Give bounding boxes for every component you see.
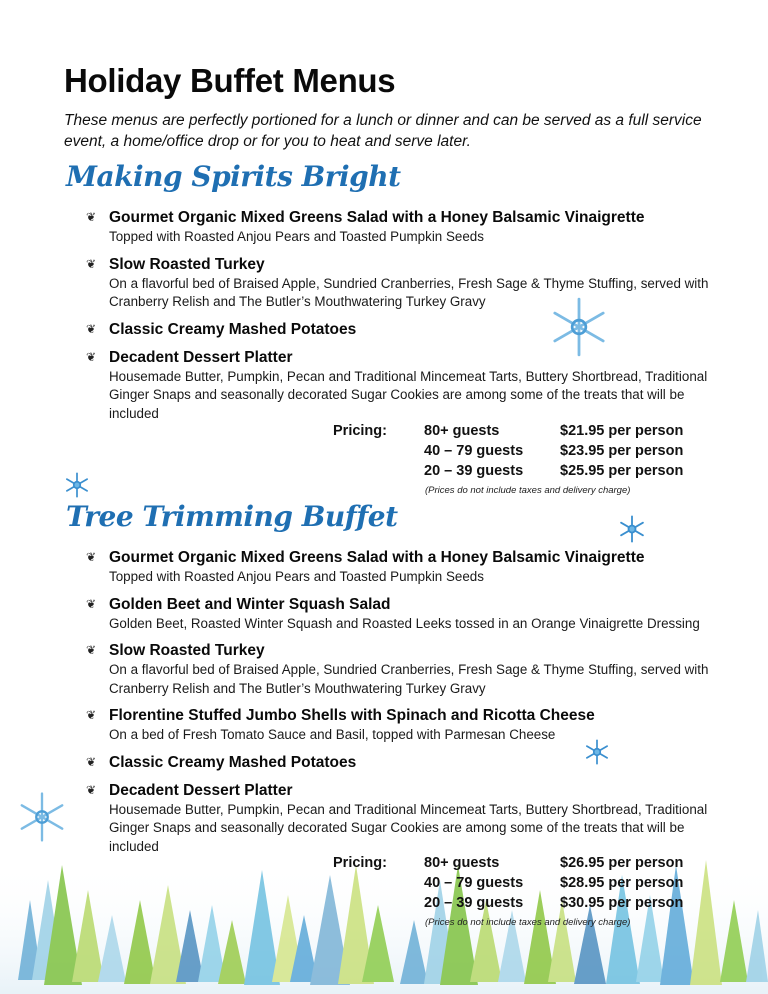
menu-item-name: Golden Beet and Winter Squash Salad [109,595,391,613]
pricing-label: Pricing: [333,855,387,871]
pricing-guests: 80+ guests [424,423,500,439]
menu-item [86,255,736,312]
menu-item [86,548,736,587]
menu-item-name: Decadent Dessert Platter [109,348,293,366]
menu-item [86,706,736,745]
pricing-note: (Prices do not include taxes and delivery charge) [425,917,631,928]
menu-item [86,348,736,424]
pricing-note: (Prices do not include taxes and delivery charge) [425,485,631,496]
menu-item [86,781,736,857]
menu-item-name: Gourmet Organic Mixed Greens Salad with a Honey Balsamic Vinaigrette [109,549,645,566]
menu-item [86,753,736,773]
pricing-price: $23.95 per person [560,443,684,459]
pricing-price: $21.95 per person [560,423,684,439]
pricing-row [333,443,713,463]
menu-item-name: Classic Creamy Mashed Potatoes [109,753,357,771]
menu-item [86,595,736,634]
pricing-guests: 40 – 79 guests [424,443,524,459]
menu-item-name: Slow Roasted Turkey [109,642,265,659]
menu-item-name: Slow Roasted Turkey [109,255,265,273]
menu-item-name: Florentine Stuffed Jumbo Shells with Spinach and Ricotta Cheese [109,707,595,724]
menu-item-description: Housemade Butter, Pumpkin, Pecan and Traditional Mincemeat Tarts, Buttery Shortbread, Traditional Ginger Snaps and seasonally decorated Sugar Cookies are among some of the treats that will be included [109,801,708,854]
menu-item-description: Topped with Roasted Anjou Pears and Toasted Pumpkin Seeds [109,569,484,584]
menu-item-description: Topped with Roasted Anjou Pears and Toasted Pumpkin Seeds [109,229,484,244]
intro-text: These menus are perfectly portioned for a lunch or dinner and can be served as a full service event, a home/office drop or for you to heat and serve later. [64,112,702,150]
pricing-price: $30.95 per person [560,895,684,911]
menu-item-name: Gourmet Organic Mixed Greens Salad with a Honey Balsamic Vinaigrette [109,209,645,226]
pricing-guests: 20 – 39 guests [424,463,524,479]
pricing-row [333,463,713,483]
ornament-scroll-bullet-icon: ❦ [86,256,97,271]
pricing-table-making-spirits-bright [333,423,713,496]
ornament-scroll-bullet-icon: ❦ [86,596,97,611]
menu-item-description: Housemade Butter, Pumpkin, Pecan and Traditional Mincemeat Tarts, Buttery Shortbread, Traditional Ginger Snaps and seasonally decorated Sugar Cookies are among some of the treats that will be included [109,368,708,421]
pricing-row [333,855,713,875]
menu-item [86,208,736,247]
ornament-scroll-bullet-icon: ❦ [86,782,97,797]
pricing-guests: 80+ guests [424,855,500,871]
ornament-scroll-bullet-icon: ❦ [86,349,97,364]
pricing-price: $25.95 per person [560,463,684,479]
menu-item [86,320,736,340]
ornament-scroll-bullet-icon: ❦ [86,643,97,657]
menu-item-name: Decadent Dessert Platter [109,781,293,799]
ornament-scroll-bullet-icon: ❦ [86,321,97,336]
menu-item-description: Golden Beet, Roasted Winter Squash and Roasted Leeks tossed in an Orange Vinaigrette Dressing [109,615,700,631]
ornament-scroll-bullet-icon: ❦ [86,550,97,564]
page-title: Holiday Buffet Menus [64,62,396,99]
menu-item [86,641,736,698]
ornament-scroll-bullet-icon: ❦ [86,210,97,224]
pricing-row [333,423,713,443]
pricing-row [333,895,713,915]
menu-list-tree-trimming-buffet [86,548,736,864]
snowflake-icon [16,790,68,844]
pricing-row [333,875,713,895]
menu-item-description: On a flavorful bed of Braised Apple, Sundried Cranberries, Fresh Sage & Thyme Stuffing, served with Cranberry Relish and The Butler’s Mouthwatering Turkey Gravy [109,275,709,309]
snowflake-icon [64,470,90,500]
ornament-scroll-bullet-icon: ❦ [86,754,97,769]
menu-item-name: Classic Creamy Mashed Potatoes [109,320,357,338]
menu-list-making-spirits-bright [86,208,736,431]
pricing-guests: 20 – 39 guests [424,895,524,911]
ornament-scroll-bullet-icon: ❦ [86,708,97,722]
pricing-table-tree-trimming-buffet [333,855,713,928]
menu-item-description: On a bed of Fresh Tomato Sauce and Basil, topped with Parmesan Cheese [109,727,556,742]
pricing-price: $26.95 per person [560,855,684,871]
pricing-guests: 40 – 79 guests [424,875,524,891]
section-title-tree-trimming-buffet: Tree Trimming Buffet [66,500,398,533]
pricing-label: Pricing: [333,423,387,439]
menu-item-description: On a flavorful bed of Braised Apple, Sundried Cranberries, Fresh Sage & Thyme Stuffing, served with Cranberry Relish and The Butler’s Mouthwatering Turkey Gravy [109,662,709,696]
pricing-price: $28.95 per person [560,875,684,891]
snowflake-icon [618,514,646,544]
section-title-making-spirits-bright: Making Spirits Bright [66,160,401,193]
